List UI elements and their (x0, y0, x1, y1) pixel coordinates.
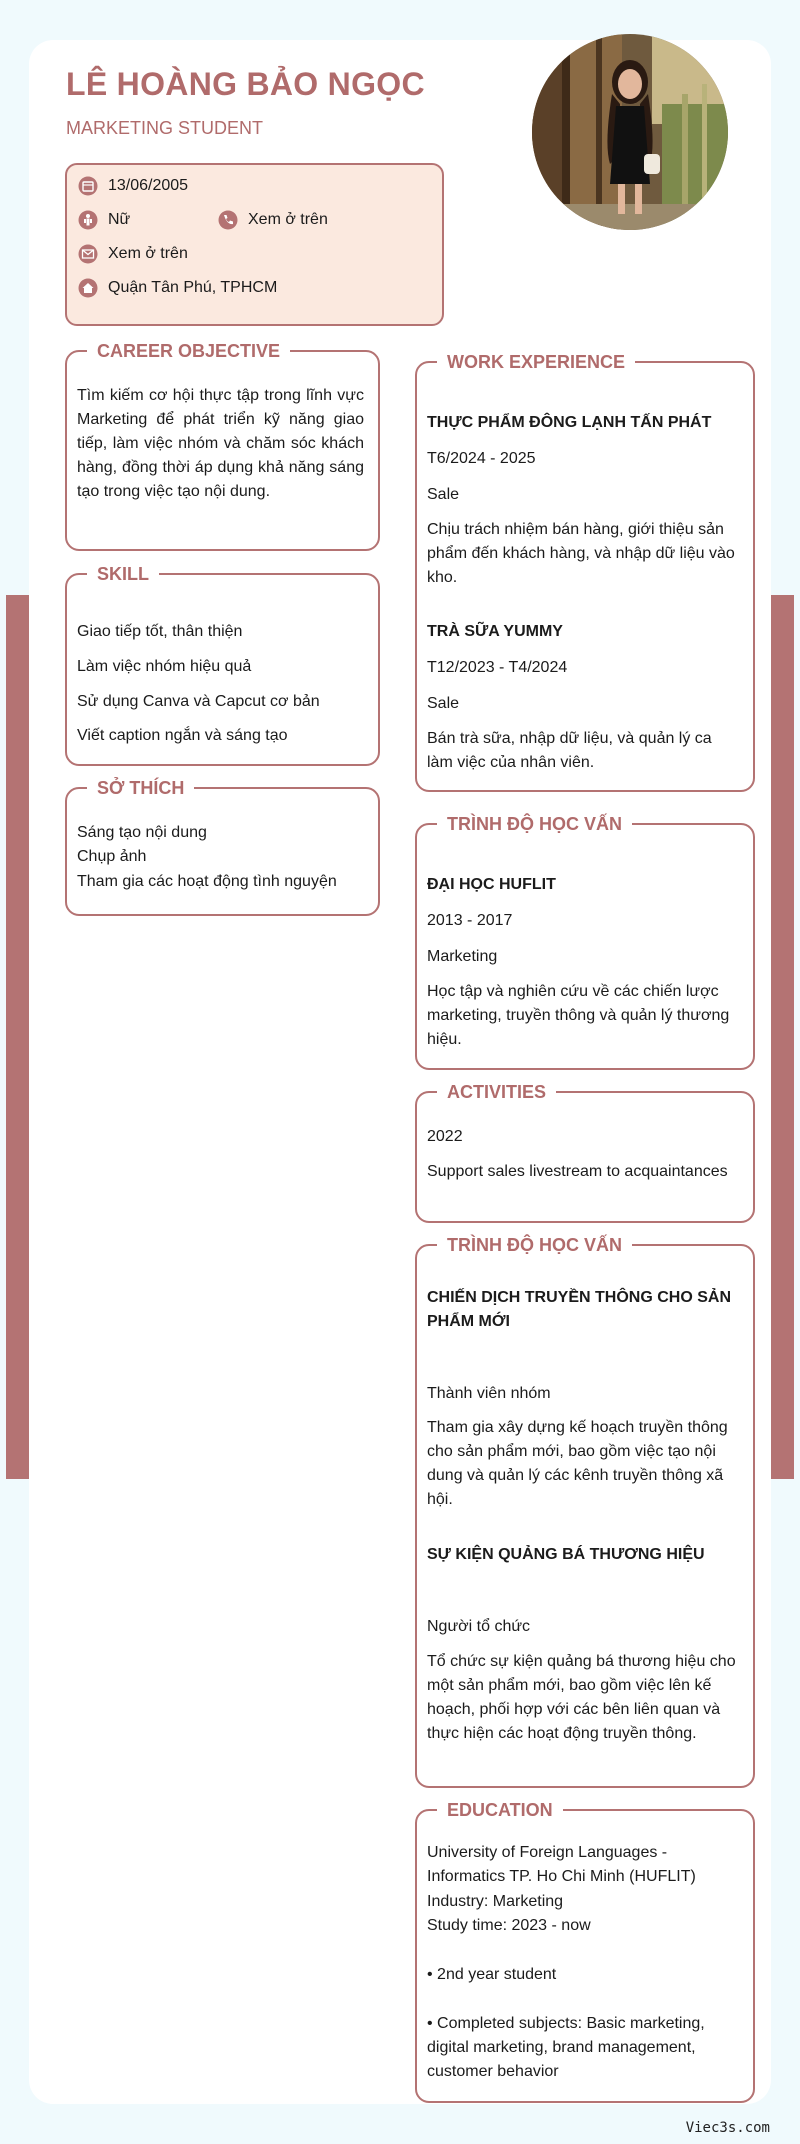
mail-icon (78, 244, 98, 264)
hobby-title: SỞ THÍCH (87, 777, 194, 799)
skill-item: Viết caption ngắn và sáng tạo (77, 727, 288, 744)
projects-title: TRÌNH ĐỘ HỌC VẤN (437, 1234, 632, 1256)
project-description: Tham gia xây dựng kế hoạch truyền thông cho sản phẩm mới, bao gồm việc tạo nội dung và quản lý các kênh truyền thông xã hội. (427, 1419, 728, 1508)
gender-value: Nữ (108, 211, 131, 228)
school-major: Marketing (427, 948, 498, 965)
projects-section (415, 1235, 755, 1788)
email-row (78, 244, 188, 264)
activity-year: 2022 (427, 1128, 463, 1145)
skill-section (65, 564, 380, 766)
activities-title: ACTIVITIES (437, 1081, 556, 1103)
job-role: Sale (427, 695, 460, 712)
personal-info-card (65, 163, 444, 326)
project-title: CHIẾN DỊCH TRUYỀN THÔNG CHO SẢN PHẨM MỚI (427, 1289, 732, 1330)
job-description: Bán trà sữa, nhập dữ liệu, và quản lý ca làm việc của nhân viên. (427, 730, 712, 771)
skill-item: Sử dụng Canva và Capcut cơ bản (77, 693, 320, 710)
gender-icon (78, 210, 98, 230)
school-description: Học tập và nghiên cứu về các chiến lược marketing, truyền thông và quản lý thương hiệu. (427, 983, 730, 1048)
career-objective-text: Tìm kiếm cơ hội thực tập trong lĩnh vực Marketing để phát triển kỹ năng giao tiếp, làm việc nhóm và chăm sóc khách hàng, đồng thời áp dụng khả năng sáng tạo trong việc tạo nội dung. (77, 387, 364, 500)
job-company: THỰC PHẨM ĐÔNG LẠNH TẤN PHÁT (427, 414, 712, 431)
hobby-section (65, 778, 380, 916)
gender-row (78, 210, 130, 230)
calendar-icon (78, 176, 98, 196)
project-title: SỰ KIỆN QUẢNG BÁ THƯƠNG HIỆU (427, 1546, 705, 1563)
career-objective-title: CAREER OBJECTIVE (87, 340, 290, 362)
job-description: Chịu trách nhiệm bán hàng, giới thiệu sản phẩm đến khách hàng, và nhập dữ liệu vào kho. (427, 521, 735, 586)
phone-value: Xem ở trên (248, 211, 328, 228)
skill-item: Làm việc nhóm hiệu quả (77, 658, 252, 675)
school-period: 2013 - 2017 (427, 912, 513, 929)
address-value: Quận Tân Phú, TPHCM (108, 279, 278, 296)
job-role: Sale (427, 486, 460, 503)
study-time-line: Study time: 2023 - now (427, 1917, 591, 1934)
hobby-item: Chụp ảnh (77, 848, 147, 865)
footer-watermark: Viec3s.com (685, 2120, 770, 2136)
left-decor-band (6, 595, 29, 1479)
right-decor-band (771, 595, 794, 1479)
project-description: Tổ chức sự kiện quảng bá thương hiệu cho một sản phẩm mới, bao gồm việc lên kế hoạch, phối hợp với các bên liên quan và thực hiện các hoạt động truyền thông. (427, 1653, 736, 1742)
home-icon (78, 278, 98, 298)
education-section (415, 1800, 755, 2103)
school-name: ĐẠI HỌC HUFLIT (427, 876, 556, 893)
job-period: T12/2023 - T4/2024 (427, 659, 568, 676)
work-experience-section (415, 352, 755, 792)
candidate-name: LÊ HOÀNG BẢO NGỌC (66, 66, 425, 102)
candidate-title: MARKETING STUDENT (66, 118, 264, 138)
education-bullet: • 2nd year student (427, 1966, 557, 1983)
education-title: EDUCATION (437, 1799, 563, 1821)
job-company: TRÀ SỮA YUMMY (427, 623, 563, 640)
activity-description: Support sales livestream to acquaintances (427, 1163, 728, 1180)
birthday-row (78, 176, 188, 196)
job-period: T6/2024 - 2025 (427, 450, 536, 467)
university-name: University of Foreign Languages - Informatics TP. Ho Chi Minh (HUFLIT) (427, 1844, 696, 1885)
education-level-section (415, 814, 755, 1070)
education-level-title: TRÌNH ĐỘ HỌC VẤN (437, 813, 632, 835)
phone-row (218, 210, 328, 230)
email-value: Xem ở trên (108, 245, 188, 262)
profile-photo (532, 34, 728, 230)
hobby-item: Tham gia các hoạt động tình nguyện (77, 873, 337, 890)
career-objective-section (65, 341, 380, 551)
activities-section (415, 1082, 755, 1223)
phone-icon (218, 210, 238, 230)
skill-title: SKILL (87, 563, 159, 585)
industry-line: Industry: Marketing (427, 1893, 564, 1910)
hobby-item: Sáng tạo nội dung (77, 824, 207, 841)
skill-item: Giao tiếp tốt, thân thiện (77, 623, 243, 640)
address-row (78, 278, 277, 298)
birthday-value: 13/06/2005 (108, 177, 189, 194)
work-experience-title: WORK EXPERIENCE (437, 351, 635, 373)
project-role: Người tổ chức (427, 1618, 531, 1635)
education-bullet: • Completed subjects: Basic marketing, digital marketing, brand management, customer behavior (427, 2015, 705, 2080)
project-role: Thành viên nhóm (427, 1385, 551, 1402)
